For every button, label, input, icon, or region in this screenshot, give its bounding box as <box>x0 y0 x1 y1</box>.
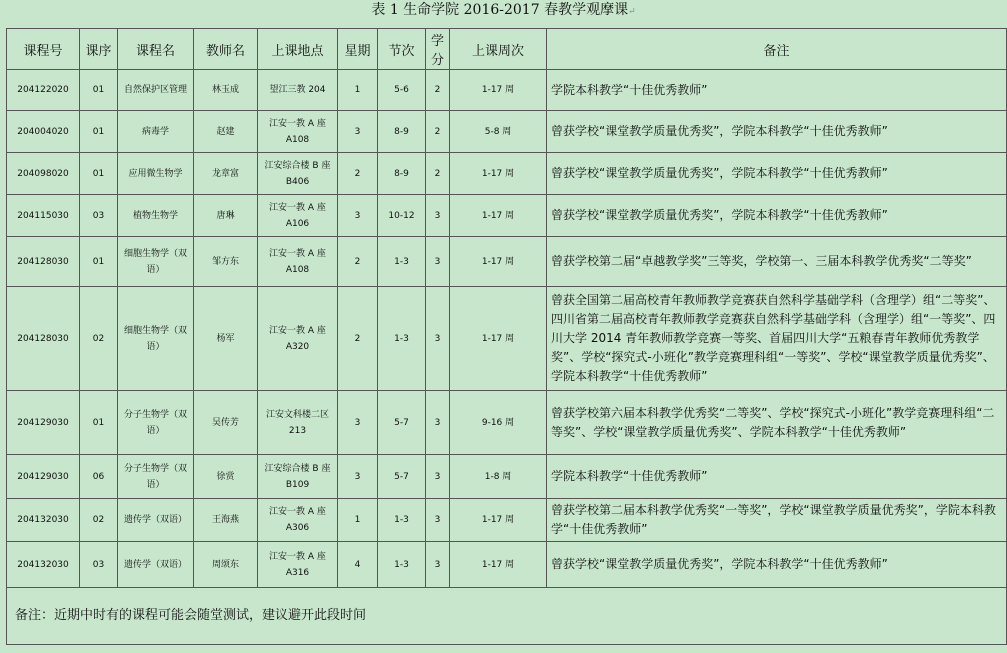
cell-period: 5-6 <box>378 70 426 111</box>
cell-remark: 曾获学校第六届本科教学优秀奖“二等奖”、学校“探究式-小班化”教学竞赛理科组“二等奖”、学校“课堂教学质量优秀奖”、学院本科教学“十佳优秀教师” <box>547 391 1007 455</box>
cell-location: 江安一教 A 座 A108 <box>258 111 338 153</box>
cell-credit: 3 <box>426 499 450 542</box>
header-row <box>7 29 1007 70</box>
cell-location: 江安一教 A 座 A306 <box>258 499 338 542</box>
cell-location: 江安一教 A 座 A320 <box>258 287 338 391</box>
cell-location: 江安综合楼 B 座 B406 <box>258 153 338 195</box>
cell-credit: 3 <box>426 237 450 287</box>
footer-note: 备注：近期中时有的课程可能会随堂测试，建议避开此段时间 <box>7 588 1007 645</box>
cell-teacher: 唐琳 <box>194 195 258 237</box>
cell-weeks: 1-17 周 <box>450 287 547 391</box>
cell-seq: 06 <box>80 455 118 499</box>
cell-code: 204129030 <box>7 391 80 455</box>
cell-course: 遗传学（双语） <box>118 542 194 588</box>
cell-course: 自然保护区管理 <box>118 70 194 111</box>
cell-credit: 2 <box>426 70 450 111</box>
footer-row <box>7 588 1007 645</box>
cell-remark: 曾获学校第二届“卓越教学奖”三等奖，学校第一、三届本科教学优秀奖“二等奖” <box>547 237 1007 287</box>
cell-code: 204004020 <box>7 111 80 153</box>
header-cell: 学分 <box>426 29 450 70</box>
cell-remark: 曾获学校第二届本科教学优秀奖“一等奖”，学校“课堂教学质量优秀奖”，学院本科教学“十佳优秀教师” <box>547 499 1007 542</box>
cell-credit: 3 <box>426 455 450 499</box>
cell-teacher: 周颂东 <box>194 542 258 588</box>
cell-remark: 曾获学校“课堂教学质量优秀奖”，学院本科教学“十佳优秀教师” <box>547 111 1007 153</box>
cell-remark: 学院本科教学“十佳优秀教师” <box>547 70 1007 111</box>
table-title <box>0 0 1007 20</box>
cell-period: 1-3 <box>378 287 426 391</box>
cell-credit: 3 <box>426 391 450 455</box>
cell-course: 应用微生物学 <box>118 153 194 195</box>
cell-seq: 02 <box>80 499 118 542</box>
cell-day: 2 <box>338 153 378 195</box>
cell-weeks: 9-16 周 <box>450 391 547 455</box>
cell-credit: 2 <box>426 111 450 153</box>
table-row <box>7 111 1007 153</box>
cell-remark: 曾获学校“课堂教学质量优秀奖”，学院本科教学“十佳优秀教师” <box>547 153 1007 195</box>
cell-credit: 2 <box>426 153 450 195</box>
header-cell: 上课地点 <box>258 29 338 70</box>
cell-course: 细胞生物学（双语） <box>118 287 194 391</box>
cell-weeks: 1-17 周 <box>450 195 547 237</box>
cell-weeks: 1-17 周 <box>450 70 547 111</box>
cell-period: 1-3 <box>378 542 426 588</box>
header-cell: 上课周次 <box>450 29 547 70</box>
cell-period: 8-9 <box>378 153 426 195</box>
cell-credit: 3 <box>426 542 450 588</box>
cell-code: 204128030 <box>7 287 80 391</box>
cell-code: 204132030 <box>7 542 80 588</box>
cell-location: 江安一教 A 座 A108 <box>258 237 338 287</box>
cell-code: 204132030 <box>7 499 80 542</box>
header-cell: 星期 <box>338 29 378 70</box>
cell-period: 1-3 <box>378 499 426 542</box>
header-cell: 教师名 <box>194 29 258 70</box>
cell-seq: 03 <box>80 195 118 237</box>
cell-day: 4 <box>338 542 378 588</box>
cell-day: 3 <box>338 391 378 455</box>
cell-seq: 01 <box>80 70 118 111</box>
cell-seq: 01 <box>80 391 118 455</box>
cell-course: 分子生物学（双语） <box>118 455 194 499</box>
cell-teacher: 王海燕 <box>194 499 258 542</box>
table-row <box>7 237 1007 287</box>
cell-teacher: 邹方东 <box>194 237 258 287</box>
cell-course: 细胞生物学（双语） <box>118 237 194 287</box>
table-row <box>7 153 1007 195</box>
cell-course: 分子生物学（双语） <box>118 391 194 455</box>
cell-location: 江安综合楼 B 座 B109 <box>258 455 338 499</box>
header-cell: 课程号 <box>7 29 80 70</box>
cell-teacher: 吴传芳 <box>194 391 258 455</box>
paragraph-mark-icon: ↵ <box>628 7 636 17</box>
header-cell: 课序 <box>80 29 118 70</box>
cell-code: 204098020 <box>7 153 80 195</box>
cell-remark: 学院本科教学“十佳优秀教师” <box>547 455 1007 499</box>
cell-remark: 曾获全国第二届高校青年教师教学竞赛获自然科学基础学科（含理学）组“二等奖”、四川省第二届高校青年教师教学竞赛获自然科学基础学科（含理学）组“一等奖”、四川大学 2014 青年教师教学竞赛一等奖、首届四川大学“五粮春青年教师优秀教学奖”、学校“探究式-小班化”教学竞赛理科组“一等奖”、学校“课堂教学质量优秀奖”、学院本科教学“十佳优秀教师” <box>547 287 1007 391</box>
cell-weeks: 1-8 周 <box>450 455 547 499</box>
cell-code: 204115030 <box>7 195 80 237</box>
table-row <box>7 70 1007 111</box>
cell-location: 望江三教 204 <box>258 70 338 111</box>
cell-day: 3 <box>338 455 378 499</box>
cell-credit: 3 <box>426 287 450 391</box>
cell-period: 5-7 <box>378 391 426 455</box>
cell-course: 遗传学（双语） <box>118 499 194 542</box>
cell-seq: 03 <box>80 542 118 588</box>
cell-code: 204128030 <box>7 237 80 287</box>
cell-weeks: 1-17 周 <box>450 237 547 287</box>
cell-day: 2 <box>338 287 378 391</box>
cell-weeks: 1-17 周 <box>450 153 547 195</box>
cell-code: 204122020 <box>7 70 80 111</box>
cell-location: 江安文科楼二区 213 <box>258 391 338 455</box>
header-cell: 课程名 <box>118 29 194 70</box>
cell-credit: 3 <box>426 195 450 237</box>
table-row <box>7 455 1007 499</box>
cell-location: 江安一教 A 座 A316 <box>258 542 338 588</box>
cell-day: 3 <box>338 111 378 153</box>
cell-day: 3 <box>338 195 378 237</box>
cell-seq: 01 <box>80 111 118 153</box>
cell-day: 1 <box>338 499 378 542</box>
table-row <box>7 499 1007 542</box>
cell-teacher: 杨军 <box>194 287 258 391</box>
cell-teacher: 徐赏 <box>194 455 258 499</box>
cell-day: 1 <box>338 70 378 111</box>
table-row <box>7 195 1007 237</box>
table-row <box>7 287 1007 391</box>
course-table <box>6 28 1007 645</box>
cell-seq: 02 <box>80 287 118 391</box>
cell-course: 植物生物学 <box>118 195 194 237</box>
cell-period: 10-12 <box>378 195 426 237</box>
cell-weeks: 5-8 周 <box>450 111 547 153</box>
header-cell: 备注 <box>547 29 1007 70</box>
cell-period: 5-7 <box>378 455 426 499</box>
table-row <box>7 542 1007 588</box>
header-cell: 节次 <box>378 29 426 70</box>
cell-weeks: 1-17 周 <box>450 499 547 542</box>
cell-period: 8-9 <box>378 111 426 153</box>
cell-teacher: 赵建 <box>194 111 258 153</box>
cell-remark: 曾获学校“课堂教学质量优秀奖”，学院本科教学“十佳优秀教师” <box>547 542 1007 588</box>
cell-day: 2 <box>338 237 378 287</box>
cell-period: 1-3 <box>378 237 426 287</box>
cell-seq: 01 <box>80 237 118 287</box>
cell-code: 204129030 <box>7 455 80 499</box>
cell-weeks: 1-17 周 <box>450 542 547 588</box>
cell-course: 病毒学 <box>118 111 194 153</box>
table-row <box>7 391 1007 455</box>
cell-location: 江安一教 A 座 A106 <box>258 195 338 237</box>
cell-teacher: 龙章富 <box>194 153 258 195</box>
cell-seq: 01 <box>80 153 118 195</box>
table-title-text: 表 1 生命学院 2016-2017 春教学观摩课 <box>371 2 629 18</box>
cell-teacher: 林玉成 <box>194 70 258 111</box>
cell-remark: 曾获学校“课堂教学质量优秀奖”，学院本科教学“十佳优秀教师” <box>547 195 1007 237</box>
